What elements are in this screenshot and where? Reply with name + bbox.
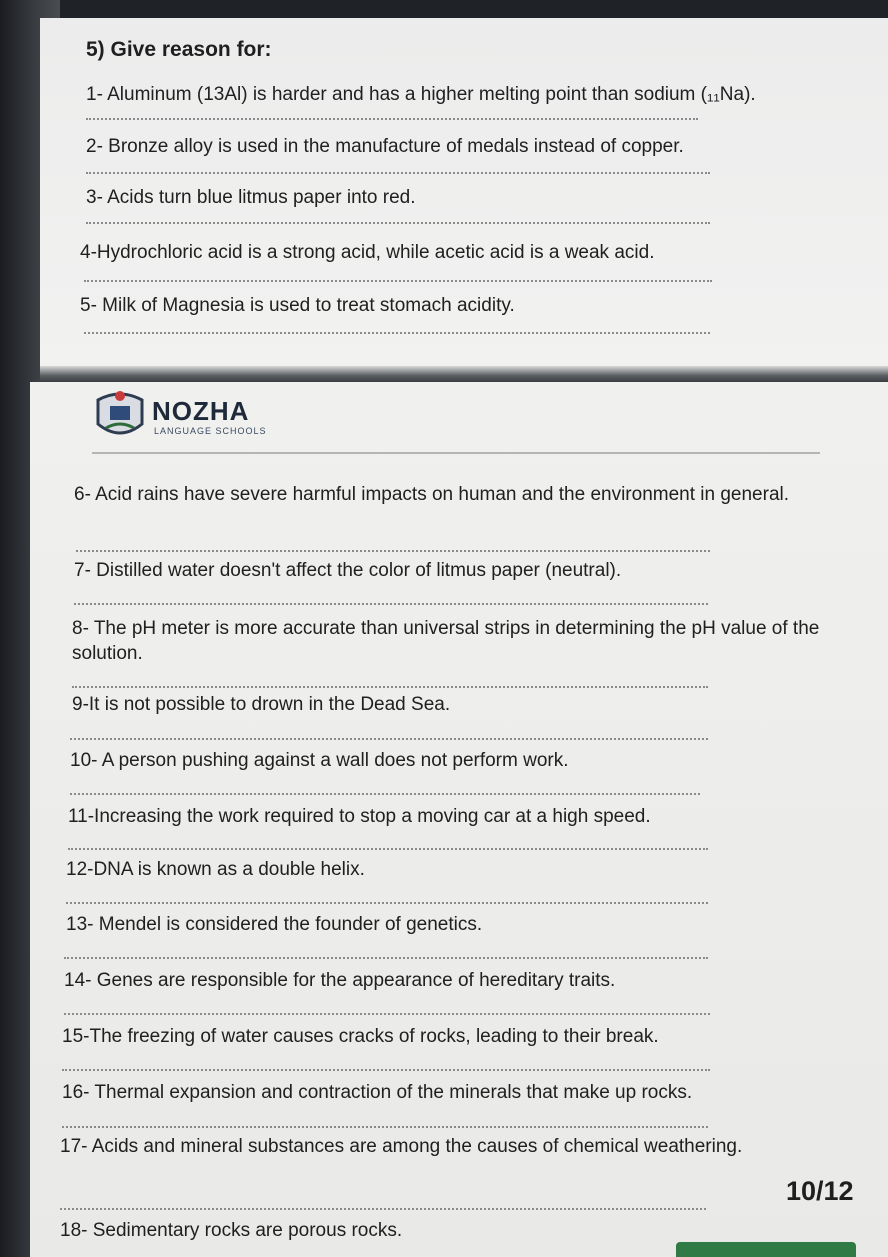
- logo-rule: [92, 452, 820, 454]
- question-item: 5- Milk of Magnesia is used to treat stomach acidity.: [80, 295, 515, 316]
- question-item: 4-Hydrochloric acid is a strong acid, while acetic acid is a weak acid.: [80, 242, 655, 263]
- question-item: 1- Aluminum (13Al) is harder and has a higher melting point than sodium (₁₁Na).: [86, 84, 756, 105]
- question-item: 16- Thermal expansion and contraction of the minerals that make up rocks.: [62, 1082, 693, 1103]
- answer-line: [64, 957, 708, 959]
- answer-line: [70, 738, 708, 740]
- school-emblem-icon: [92, 390, 148, 440]
- question-item: 17- Acids and mineral substances are among the causes of chemical weathering.: [60, 1136, 743, 1157]
- sheet-divider-shadow: [40, 366, 888, 382]
- question-item: 15-The freezing of water causes cracks of rocks, leading to their break.: [62, 1026, 659, 1047]
- answer-line: [76, 550, 710, 552]
- answer-line: [86, 222, 710, 224]
- question-item: 6- Acid rains have severe harmful impacts on human and the environment in general.: [74, 484, 790, 505]
- answer-line: [84, 332, 710, 334]
- answer-line: [60, 1208, 706, 1210]
- question-item: 11-Increasing the work required to stop a moving car at a high speed.: [68, 806, 651, 827]
- answer-line: [62, 1069, 710, 1071]
- question-item: 9-It is not possible to drown in the Dead Sea.: [72, 694, 451, 715]
- green-tab-strip: [676, 1242, 856, 1257]
- section-heading: 5) Give reason for:: [86, 38, 272, 61]
- answer-line: [86, 118, 698, 120]
- answer-line: [64, 1013, 710, 1015]
- question-item: 13- Mendel is considered the founder of genetics.: [66, 914, 483, 935]
- question-item: 14- Genes are responsible for the appearance of hereditary traits.: [64, 970, 616, 991]
- answer-line: [84, 280, 712, 282]
- question-item: 3- Acids turn blue litmus paper into red.: [86, 187, 416, 208]
- question-item: 12-DNA is known as a double helix.: [66, 859, 365, 880]
- answer-line: [86, 172, 710, 174]
- answer-line: [68, 848, 708, 850]
- school-name: NOZHA: [152, 396, 250, 426]
- answer-line: [70, 793, 700, 795]
- answer-line: [72, 686, 708, 688]
- answer-line: [66, 902, 708, 904]
- question-item: 7- Distilled water doesn't affect the color of litmus paper (neutral).: [74, 560, 622, 581]
- question-item: 8- The pH meter is more accurate than universal strips in determining the pH value of the solution.: [72, 618, 820, 664]
- answer-line: [74, 603, 708, 605]
- question-item: 2- Bronze alloy is used in the manufacture of medals instead of copper.: [86, 136, 684, 157]
- school-subtitle: LANGUAGE SCHOOLS: [154, 426, 267, 436]
- question-item: 10- A person pushing against a wall does not perform work.: [70, 750, 569, 771]
- question-item: 18- Sedimentary rocks are porous rocks.: [60, 1220, 403, 1241]
- school-logo: [92, 390, 332, 440]
- answer-line: [62, 1126, 708, 1128]
- page-number: 10/12: [786, 1176, 854, 1206]
